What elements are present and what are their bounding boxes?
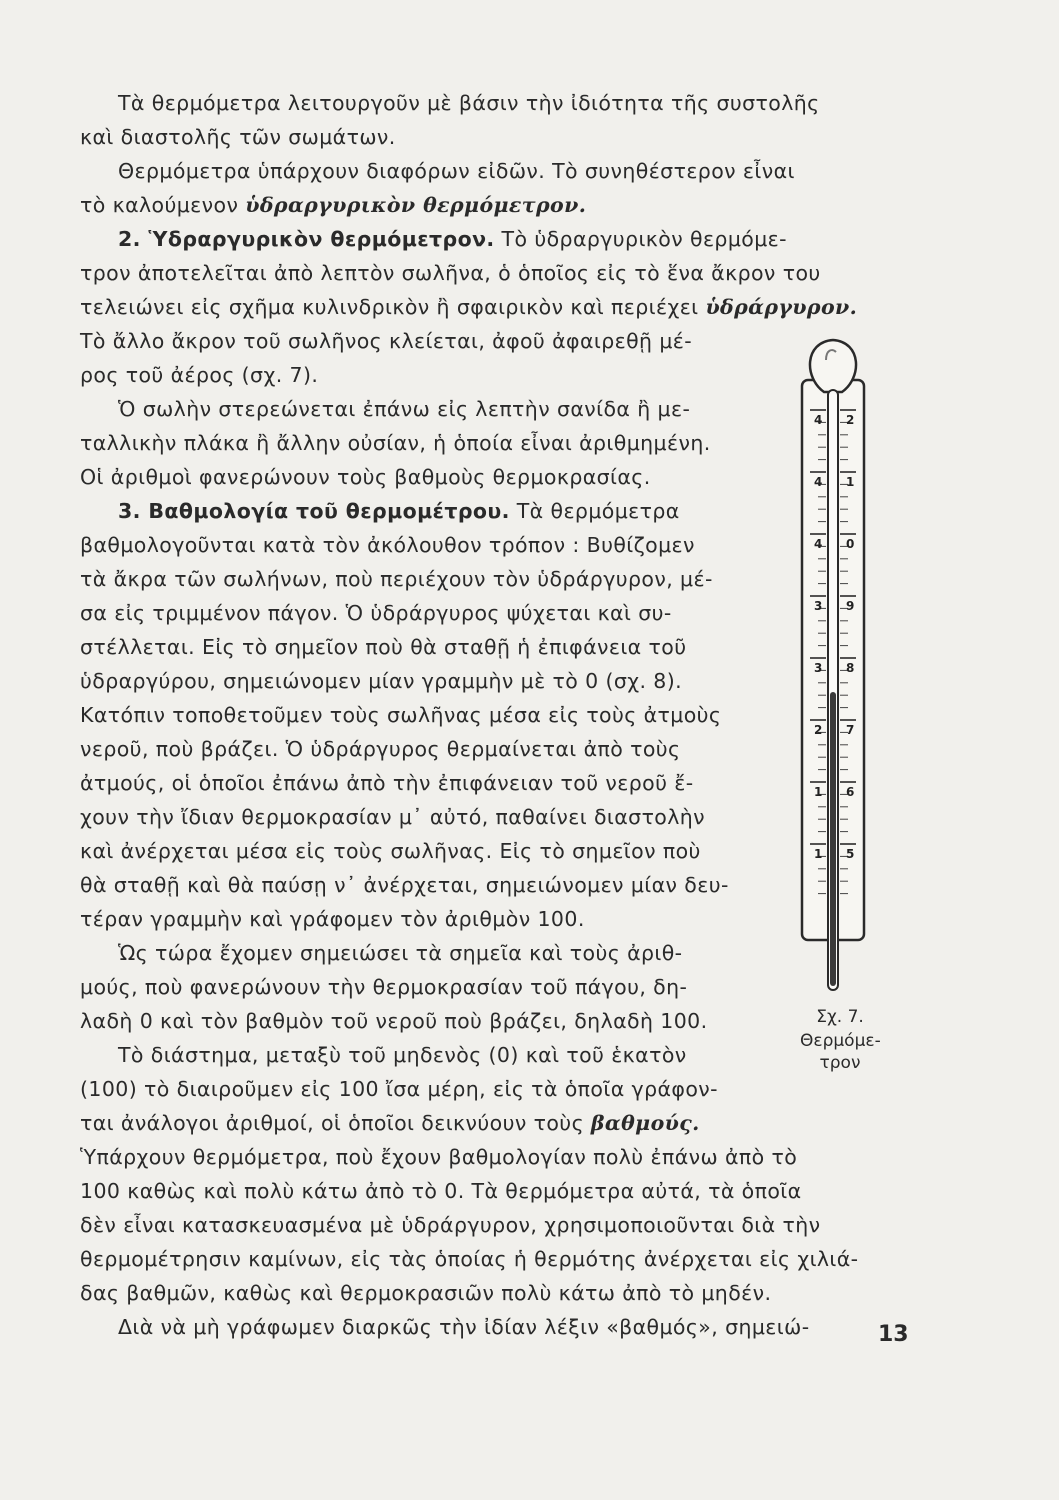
emphasized-term: βαθμούς. xyxy=(590,1111,700,1135)
text-span: ται ἀνάλογοι ἀριθμοί, οἱ ὁποῖοι δεικνύουν τοὺς xyxy=(80,1111,591,1135)
text-line: καὶ ἀνέρχεται μέσα εἰς τοὺς σωλῆνας. Εἰς τὸ σημεῖον ποὺ xyxy=(80,839,701,863)
text-span: τελειώνει εἰς σχῆμα κυλινδρικὸν ἢ σφαιρικὸν καὶ περιέχει xyxy=(80,295,706,319)
scale-right-label: 7 xyxy=(846,723,855,737)
text-line: Τὸ διάστημα, μεταξὺ τοῦ μηδενὸς (0) καὶ τοῦ ἑκατὸν xyxy=(118,1043,687,1067)
mercury-column xyxy=(830,692,836,986)
text-line: Θερμόμετρα ὑπάρχουν διαφόρων εἰδῶν. Τὸ συνηθέστερον εἶναι xyxy=(118,159,795,183)
text-line: μούς, ποὺ φανερώνουν τὴν θερμοκρασίαν τοῦ πάγου, δη- xyxy=(80,975,688,999)
text-line xyxy=(80,290,895,324)
text-line: ἀτμούς, οἱ ὁποῖοι ἐπάνω ἀπὸ τὴν ἐπιφάνειαν τοῦ νεροῦ ἔ- xyxy=(80,771,694,795)
text-line: χουν τὴν ἴδιαν θερμοκρασίαν μ᾽ αὐτό, παθαίνει διαστολὴν xyxy=(80,805,706,829)
scale-right-label: 5 xyxy=(846,847,855,861)
scale-left-label: 3 xyxy=(814,599,823,613)
scale-right-label: 1 xyxy=(846,475,855,489)
scale-left-label: 1 xyxy=(814,785,823,799)
text-line: τέραν γραμμὴν καὶ γράφομεν τὸν ἀριθμὸν 100. xyxy=(80,907,585,931)
thermometer-top-bulb xyxy=(810,340,856,392)
text-line: θερμομέτρησιν καμίνων, εἰς τὰς ὁποίας ἡ θερμότης ἀνέρχεται εἰς χιλιά- xyxy=(80,1247,859,1271)
thermometer-figure xyxy=(780,320,890,1000)
text-line: δὲν εἶναι κατασκευασμένα μὲ ὑδράργυρον, χρησιμοποιοῦνται διὰ τὴν xyxy=(80,1213,821,1237)
text-line: (100) τὸ διαιροῦμεν εἰς 100 ἴσα μέρη, εἰς τὰ ὁποῖα γράφον- xyxy=(80,1077,718,1101)
scale-left-label: 4 xyxy=(814,475,823,489)
section-heading: 3. Βαθμολογία τοῦ θερμομέτρου. xyxy=(118,499,510,523)
scale-right-label: 0 xyxy=(846,537,855,551)
text-span: Τὰ θερμόμετρα xyxy=(509,499,680,523)
text-line: νεροῦ, ποὺ βράζει. Ὁ ὑδράργυρος θερμαίνεται ἀπὸ τοὺς xyxy=(80,737,681,761)
text-line: Ὡς τώρα ἔχομεν σημειώσει τὰ σημεῖα καὶ τοὺς ἀριθ- xyxy=(118,941,683,965)
emphasized-term: ὑδραργυρικὸν θερμόμετρον. xyxy=(245,193,587,217)
text-line: τὰ ἄκρα τῶν σωλήνων, ποὺ περιέχουν τὸν ὑδράργυρον, μέ- xyxy=(80,567,713,591)
figure-caption-line: τρον xyxy=(819,1053,861,1073)
text-line xyxy=(80,188,790,222)
text-line: δας βαθμῶν, καθὼς καὶ θερμοκρασιῶν πολὺ κάτω ἀπὸ τὸ μηδέν. xyxy=(80,1281,772,1305)
page-number: 13 xyxy=(878,1322,909,1347)
text-line: Κατόπιν τοποθετοῦμεν τοὺς σωλῆνας μέσα εἰς τοὺς ἀτμοὺς xyxy=(80,703,722,727)
text-line: Οἱ ἀριθμοὶ φανερώνουν τοὺς βαθμοὺς θερμοκρασίας. xyxy=(80,465,651,489)
text-span: τὸ καλούμενον xyxy=(80,193,246,217)
figure-caption-number: Σχ. 7. xyxy=(816,1007,864,1027)
text-line: ταλλικὴν πλάκα ἢ ἄλλην οὐσίαν, ἡ ὁποία εἶναι ἀριθμημένη. xyxy=(80,431,711,455)
scale-left-label: 4 xyxy=(814,537,823,551)
text-line: 100 καθὼς καὶ πολὺ κάτω ἀπὸ τὸ 0. Τὰ θερμόμετρα αὐτά, τὰ ὁποῖα xyxy=(80,1179,802,1203)
text-line xyxy=(118,222,933,256)
scale-right-label: 2 xyxy=(846,413,855,427)
text-line: στέλλεται. Εἰς τὸ σημεῖον ποὺ θὰ σταθῇ ἡ ἐπιφάνεια τοῦ xyxy=(80,635,687,659)
text-line: καὶ διαστολῆς τῶν σωμάτων. xyxy=(80,125,396,149)
scale-right-label: 9 xyxy=(846,599,855,613)
text-line: Τὸ ἄλλο ἄκρον τοῦ σωλῆνος κλείεται, ἀφοῦ ἀφαιρεθῇ μέ- xyxy=(80,329,693,353)
scale-left-label: 3 xyxy=(814,661,823,675)
scale-left-label: 4 xyxy=(814,413,823,427)
text-line: λαδὴ 0 καὶ τὸν βαθμὸν τοῦ νεροῦ ποὺ βράζει, δηλαδὴ 100. xyxy=(80,1009,708,1033)
scale-left-label: 1 xyxy=(814,847,823,861)
text-line: ρος τοῦ ἀέρος (σχ. 7). xyxy=(80,363,319,387)
figure-caption-line: Θερμόμε- xyxy=(800,1031,881,1051)
text-line: θὰ σταθῇ καὶ θὰ παύσῃ ν᾽ ἀνέρχεται, σημειώνομεν μίαν δευ- xyxy=(80,873,729,897)
emphasized-term: ὑδράργυρον. xyxy=(705,295,858,319)
text-span: Τὸ ὑδραργυρικὸν θερμόμε- xyxy=(494,227,787,251)
scale-right-label: 6 xyxy=(846,785,855,799)
scale-right-label: 8 xyxy=(846,661,855,675)
text-line: σα εἰς τριμμένον πάγον. Ὁ ὑδράργυρος ψύχεται καὶ συ- xyxy=(80,601,672,625)
text-line: βαθμολογοῦνται κατὰ τὸν ἀκόλουθον τρόπον : Βυθίζομεν xyxy=(80,533,695,557)
scale-left-label: 2 xyxy=(814,723,823,737)
text-line: ὑδραργύρου, σημειώνομεν μίαν γραμμὴν μὲ τὸ 0 (σχ. 8). xyxy=(80,669,683,693)
text-line: Ὑπάρχουν θερμόμετρα, ποὺ ἔχουν βαθμολογίαν πολὺ ἐπάνω ἀπὸ τὸ xyxy=(80,1145,798,1169)
text-line: Ὁ σωλὴν στερεώνεται ἐπάνω εἰς λεπτὴν σανίδα ἢ με- xyxy=(118,397,691,421)
text-line: τρον ἀποτελεῖται ἀπὸ λεπτὸν σωλῆνα, ὁ ὁποῖος εἰς τὸ ἕνα ἄκρον του xyxy=(80,261,821,285)
text-line: Διὰ νὰ μὴ γράφωμεν διαρκῶς τὴν ἰδίαν λέξιν «βαθμός», σημειώ- xyxy=(118,1315,810,1339)
section-heading: 2. Ὑδραργυρικὸν θερμόμετρον. xyxy=(118,227,495,251)
text-line xyxy=(118,494,828,528)
text-line xyxy=(80,1106,790,1140)
text-line: Τὰ θερμόμετρα λειτουργοῦν μὲ βάσιν τὴν ἰδιότητα τῆς συστολῆς xyxy=(118,91,820,115)
